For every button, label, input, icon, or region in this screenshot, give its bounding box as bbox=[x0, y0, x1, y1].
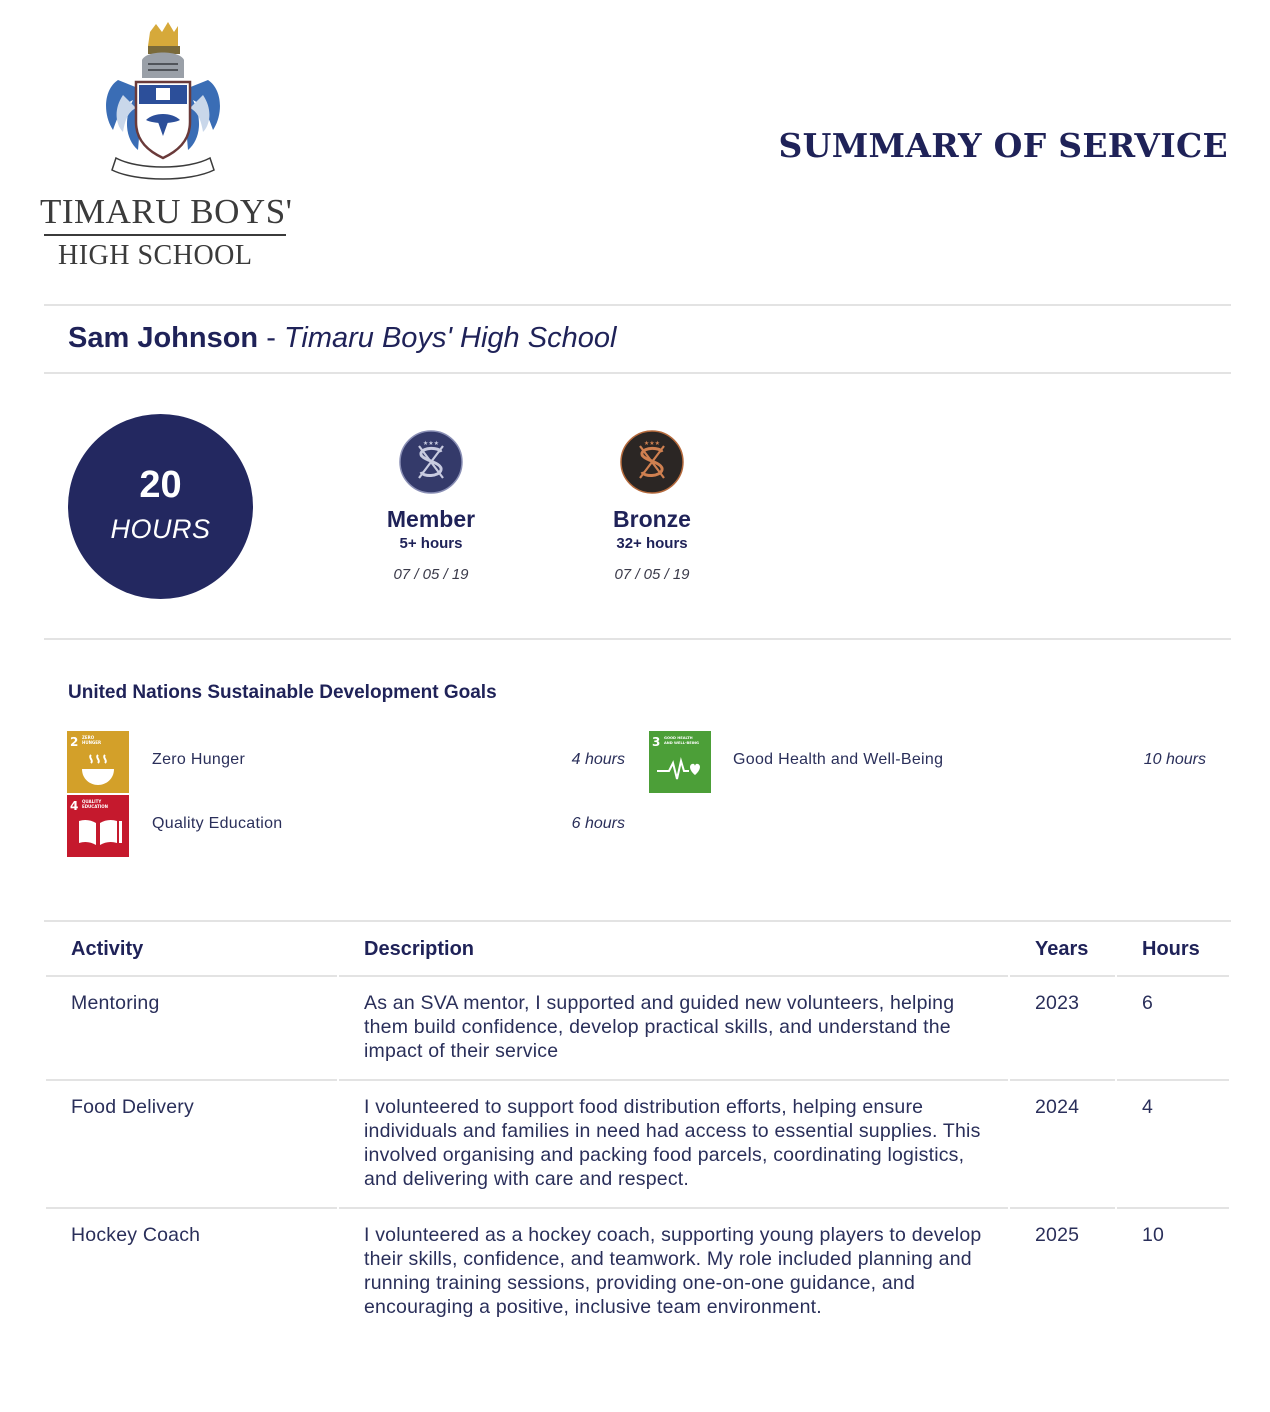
activity-description: I volunteered to support food distribution efforts, helping ensure individuals and families in need had access to essential supplies. This involved organising and packing food parcels, coordinating logistics, and delivering with care and respect. bbox=[339, 1081, 1008, 1209]
activity-description: I volunteered as a hockey coach, supporting young players to develop their skills, confidence, and teamwork. My role included planning and running training sessions, providing one-on-one guidance, and encouraging a positive, inclusive team environment. bbox=[364, 1224, 982, 1318]
sdg-goal-name: Good Health and Well-Being bbox=[733, 751, 944, 768]
svg-text:EDUCATION: EDUCATION bbox=[82, 804, 108, 809]
school-name-divider bbox=[44, 234, 286, 236]
svg-text:2: 2 bbox=[70, 735, 79, 749]
sdg-goal-hours: 6 hours bbox=[571, 815, 625, 832]
svg-text:★★★: ★★★ bbox=[643, 440, 661, 447]
svg-text:QUALITY: QUALITY bbox=[82, 799, 102, 804]
award-date: 07 / 05 / 19 bbox=[614, 566, 690, 583]
award-name: Bronze bbox=[613, 506, 691, 532]
svg-text:AND WELL-BEING: AND WELL-BEING bbox=[664, 741, 700, 745]
total-hours-value: 20 bbox=[139, 464, 182, 506]
heartbeat-icon bbox=[649, 731, 711, 793]
table-row bbox=[46, 1081, 1229, 1209]
activity-years: 2023 bbox=[1010, 977, 1115, 1081]
sdg-heading: United Nations Sustainable Development Goals bbox=[68, 682, 497, 703]
student-separator: - bbox=[258, 322, 284, 354]
activity-name: Mentoring bbox=[46, 977, 337, 1081]
school-logo bbox=[40, 20, 295, 272]
award-date: 07 / 05 / 19 bbox=[393, 566, 469, 583]
activity-name: Food Delivery bbox=[46, 1081, 337, 1209]
sdg-goal-hours: 4 hours bbox=[571, 751, 625, 768]
student-name: Sam Johnson bbox=[68, 322, 259, 354]
sva-member-badge-icon bbox=[399, 430, 463, 494]
column-header-activity: Activity bbox=[46, 922, 337, 977]
school-name-line1: TIMARU BOYS' bbox=[40, 192, 293, 231]
sdg-goal-name: Quality Education bbox=[152, 815, 283, 832]
award-name: Member bbox=[386, 506, 476, 532]
award-member bbox=[351, 430, 511, 583]
activity-hours: 10 bbox=[1142, 1224, 1165, 1246]
award-threshold: 32+ hours bbox=[616, 535, 688, 552]
svg-text:3: 3 bbox=[652, 735, 661, 749]
table-row bbox=[46, 977, 1229, 1081]
activity-hours: 6 bbox=[1117, 977, 1229, 1081]
total-hours-label: HOURS bbox=[110, 514, 211, 544]
table-row bbox=[46, 1209, 1229, 1335]
sva-bronze-badge-icon bbox=[620, 430, 684, 494]
sdg-goal-hours: 10 hours bbox=[1143, 751, 1206, 768]
column-header-description: Description bbox=[339, 922, 1008, 977]
activity-years: 2024 bbox=[1010, 1081, 1115, 1209]
activity-name: Hockey Coach bbox=[71, 1224, 201, 1246]
sdg-goal-zero-hunger bbox=[67, 731, 627, 793]
award-bronze bbox=[572, 430, 732, 583]
award-threshold: 5+ hours bbox=[399, 535, 463, 552]
school-crest-icon bbox=[98, 20, 228, 180]
sdg-goal-name: Zero Hunger bbox=[152, 751, 246, 768]
activity-years: 2025 bbox=[1035, 1224, 1080, 1246]
divider bbox=[44, 304, 1231, 306]
column-header-years: Years bbox=[1010, 922, 1115, 977]
sdg-goal-quality-education bbox=[67, 795, 627, 857]
sdg-goal-good-health bbox=[649, 731, 1209, 793]
document-title: SUMMARY OF SERVICE bbox=[778, 126, 1228, 165]
activity-hours: 4 bbox=[1117, 1081, 1229, 1209]
activities-table bbox=[44, 922, 1231, 1335]
total-hours-badge bbox=[68, 414, 253, 599]
table-header-row bbox=[46, 922, 1229, 977]
activity-description: As an SVA mentor, I supported and guided new volunteers, helping them build confidence, develop practical skills, and understand the impact of their service bbox=[339, 977, 1008, 1081]
svg-text:★★★: ★★★ bbox=[422, 440, 440, 447]
school-name-line2: HIGH SCHOOL bbox=[58, 240, 253, 271]
divider bbox=[44, 638, 1231, 640]
svg-text:GOOD HEALTH: GOOD HEALTH bbox=[664, 736, 693, 740]
svg-text:ZERO: ZERO bbox=[82, 735, 95, 740]
bowl-icon bbox=[67, 731, 129, 793]
svg-text:4: 4 bbox=[70, 799, 79, 813]
svg-text:HUNGER: HUNGER bbox=[82, 740, 102, 745]
divider bbox=[44, 372, 1231, 374]
book-icon bbox=[67, 795, 129, 857]
student-heading bbox=[68, 322, 616, 355]
column-header-hours: Hours bbox=[1117, 922, 1229, 977]
student-school: Timaru Boys' High School bbox=[283, 322, 617, 354]
